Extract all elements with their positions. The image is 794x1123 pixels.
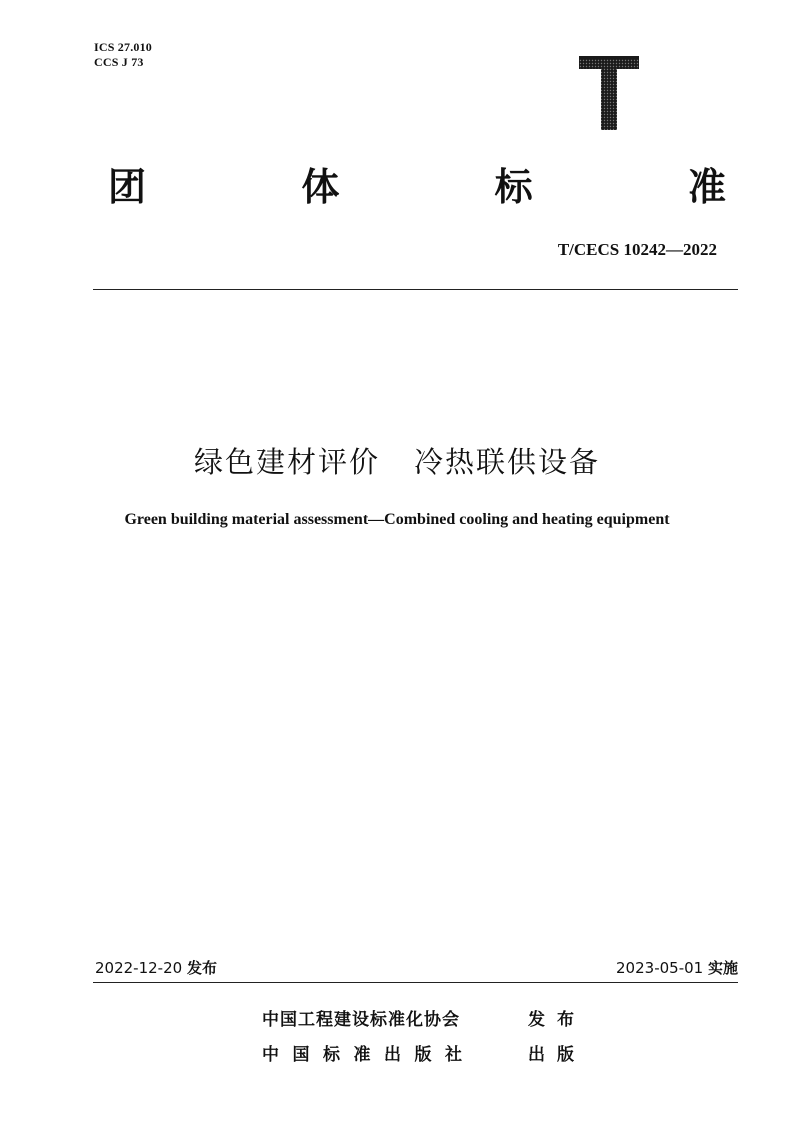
title-english: Green building material assessment—Combined cooling and heating equipment	[124, 511, 670, 528]
issue-label: 发布	[186, 959, 217, 977]
header-divider	[93, 289, 738, 290]
title-chinese-part2: 冷热联供设备	[414, 445, 601, 479]
footer-divider	[93, 982, 738, 983]
implement-date-line	[616, 957, 738, 978]
implement-date: 2023-05-01	[616, 959, 704, 977]
standard-type-char: 团	[108, 165, 147, 209]
title-chinese-part1: 绿色建材评价	[193, 445, 380, 479]
standard-type-char: 标	[494, 165, 533, 209]
ccs-code: CCS J 73	[94, 55, 144, 69]
publisher-org: 中国标准出版社	[262, 1045, 476, 1065]
standard-type	[108, 162, 726, 212]
group-standard-logo-icon	[579, 56, 639, 130]
publisher-org: 中国工程建设标准化协会	[262, 1010, 460, 1030]
publisher-action: 出版	[528, 1045, 586, 1065]
standard-code: T/CECS 10242—2022	[557, 240, 717, 259]
issue-date-line	[95, 957, 217, 978]
classification-codes	[94, 40, 152, 70]
publisher-row	[262, 1040, 592, 1065]
publisher-row	[262, 1005, 592, 1030]
issue-date: 2022-12-20	[95, 959, 183, 977]
ics-code: ICS 27.010	[94, 40, 153, 54]
implement-label: 实施	[707, 959, 738, 977]
standard-type-char: 体	[301, 165, 340, 209]
publisher-action: 发布	[528, 1010, 586, 1030]
standard-type-char: 准	[687, 165, 726, 209]
title-chinese	[0, 440, 794, 481]
